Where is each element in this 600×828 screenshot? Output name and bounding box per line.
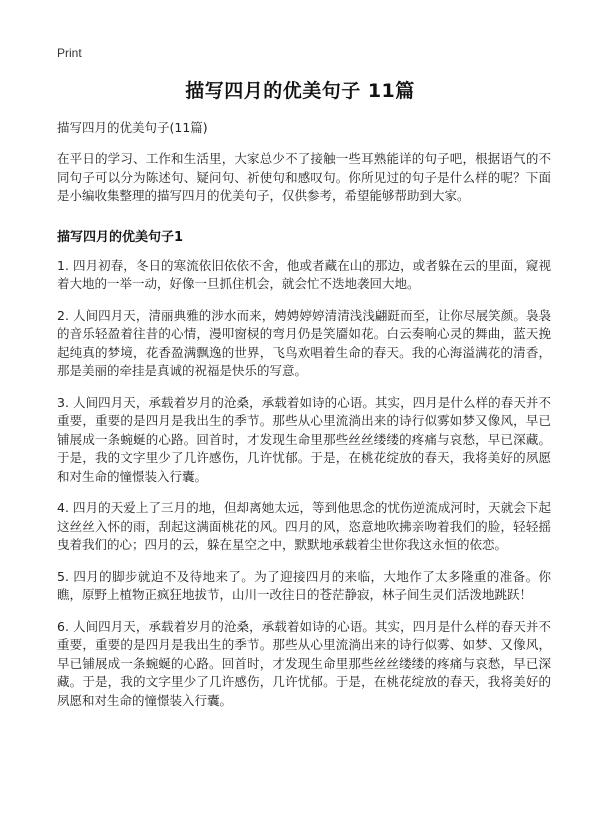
document-body: [57, 150, 551, 723]
paragraph-4: 4. 四月的天爱上了三月的地，但却离她太远，等到他思念的忧伤逆流成河时，天就会下起这丝丝入怀的雨，刮起这满面桃花的风。四月的风，恣意地吹拂亲吻着我们的脸，轻轻摇曳着我们的心；四月的云，躲在星空之中，默默地承载着尘世你我这永恒的依恋。: [57, 500, 551, 552]
paragraph-6: 6. 人间四月天，承载着岁月的沧桑，承载着如诗的心语。其实，四月是什么样的春天并不重要，重要的是四月是我出生的季节。那些从心里流淌出来的诗行似雾、如梦、又像风，早已铺展成一条蜿蜒的心路。回首时，才发现生命里那些丝丝缕缕的疼痛与哀愁，早已深藏。于是，我的文字里少了几许感伤，几许忧郁。于是，在桃花绽放的春天，我将美好的夙愿和对生命的憧憬装入行囊。: [57, 618, 551, 708]
paragraph-3: 3. 人间四月天，承载着岁月的沧桑，承载着如诗的心语。其实，四月是什么样的春天并不重要，重要的是四月是我出生的季节。那些从心里流淌出来的诗行似雾如梦又像风，早已铺展成一条蜿蜒的心路。回首时，才发现生命里那些丝丝缕缕的疼痛与哀愁，早已深藏。于是，我的文字里少了几许感伤，几许忧郁。于是，在桃花绽放的春天，我将美好的夙愿和对生命的憧憬装入行囊。: [57, 394, 551, 484]
document-title: 描写四月的优美句子 11篇: [185, 80, 415, 102]
paragraph-1: 1. 四月初春，冬日的寒流依旧依依不舍，他或者藏在山的那边，或者躲在云的里面，窥视着大地的一举一动，好像一旦抓住机会，就会忙不迭地袭回大地。: [57, 257, 551, 291]
paragraph-5: 5. 四月的脚步就迫不及待地来了。为了迎接四月的来临，大地作了太多隆重的准备。你瞧，原野上植物正疯狂地拔节，山川一改往日的苍茫静寂，林子间生灵们活泼地跳跃！: [57, 568, 551, 602]
paragraph-2: 2. 人间四月天，清丽典雅的涉水而来，娉娉婷婷清清浅浅翩跹而至，让你尽展笑颜。袅袅的音乐轻盈着往昔的心情，漫叩窗棂的弯月仍是笑靥如花。白云奏响心灵的舞曲，蓝天挽起纯真的梦境，花香盈满飘逸的世界，飞鸟欢唱着生命的春天。我的心海溢满花的清香，那是美丽的牵挂是真诚的祝福是快乐的写意。: [57, 307, 551, 378]
document-subtitle: 描写四月的优美句子(11篇): [57, 120, 208, 135]
intro-paragraph: 在平日的学习、工作和生活里，大家总少不了接触一些耳熟能详的句子吧，根据语气的不同句子可以分为陈述句、疑问句、祈使句和感叹句。你所见过的句子是什么样的呢？下面是小编收集整理的描写四月的优美句子，仅供参考，希望能够帮助到大家。: [57, 151, 551, 203]
section-heading: 描写四月的优美句子1: [57, 229, 184, 245]
print-label[interactable]: Print: [57, 46, 82, 60]
